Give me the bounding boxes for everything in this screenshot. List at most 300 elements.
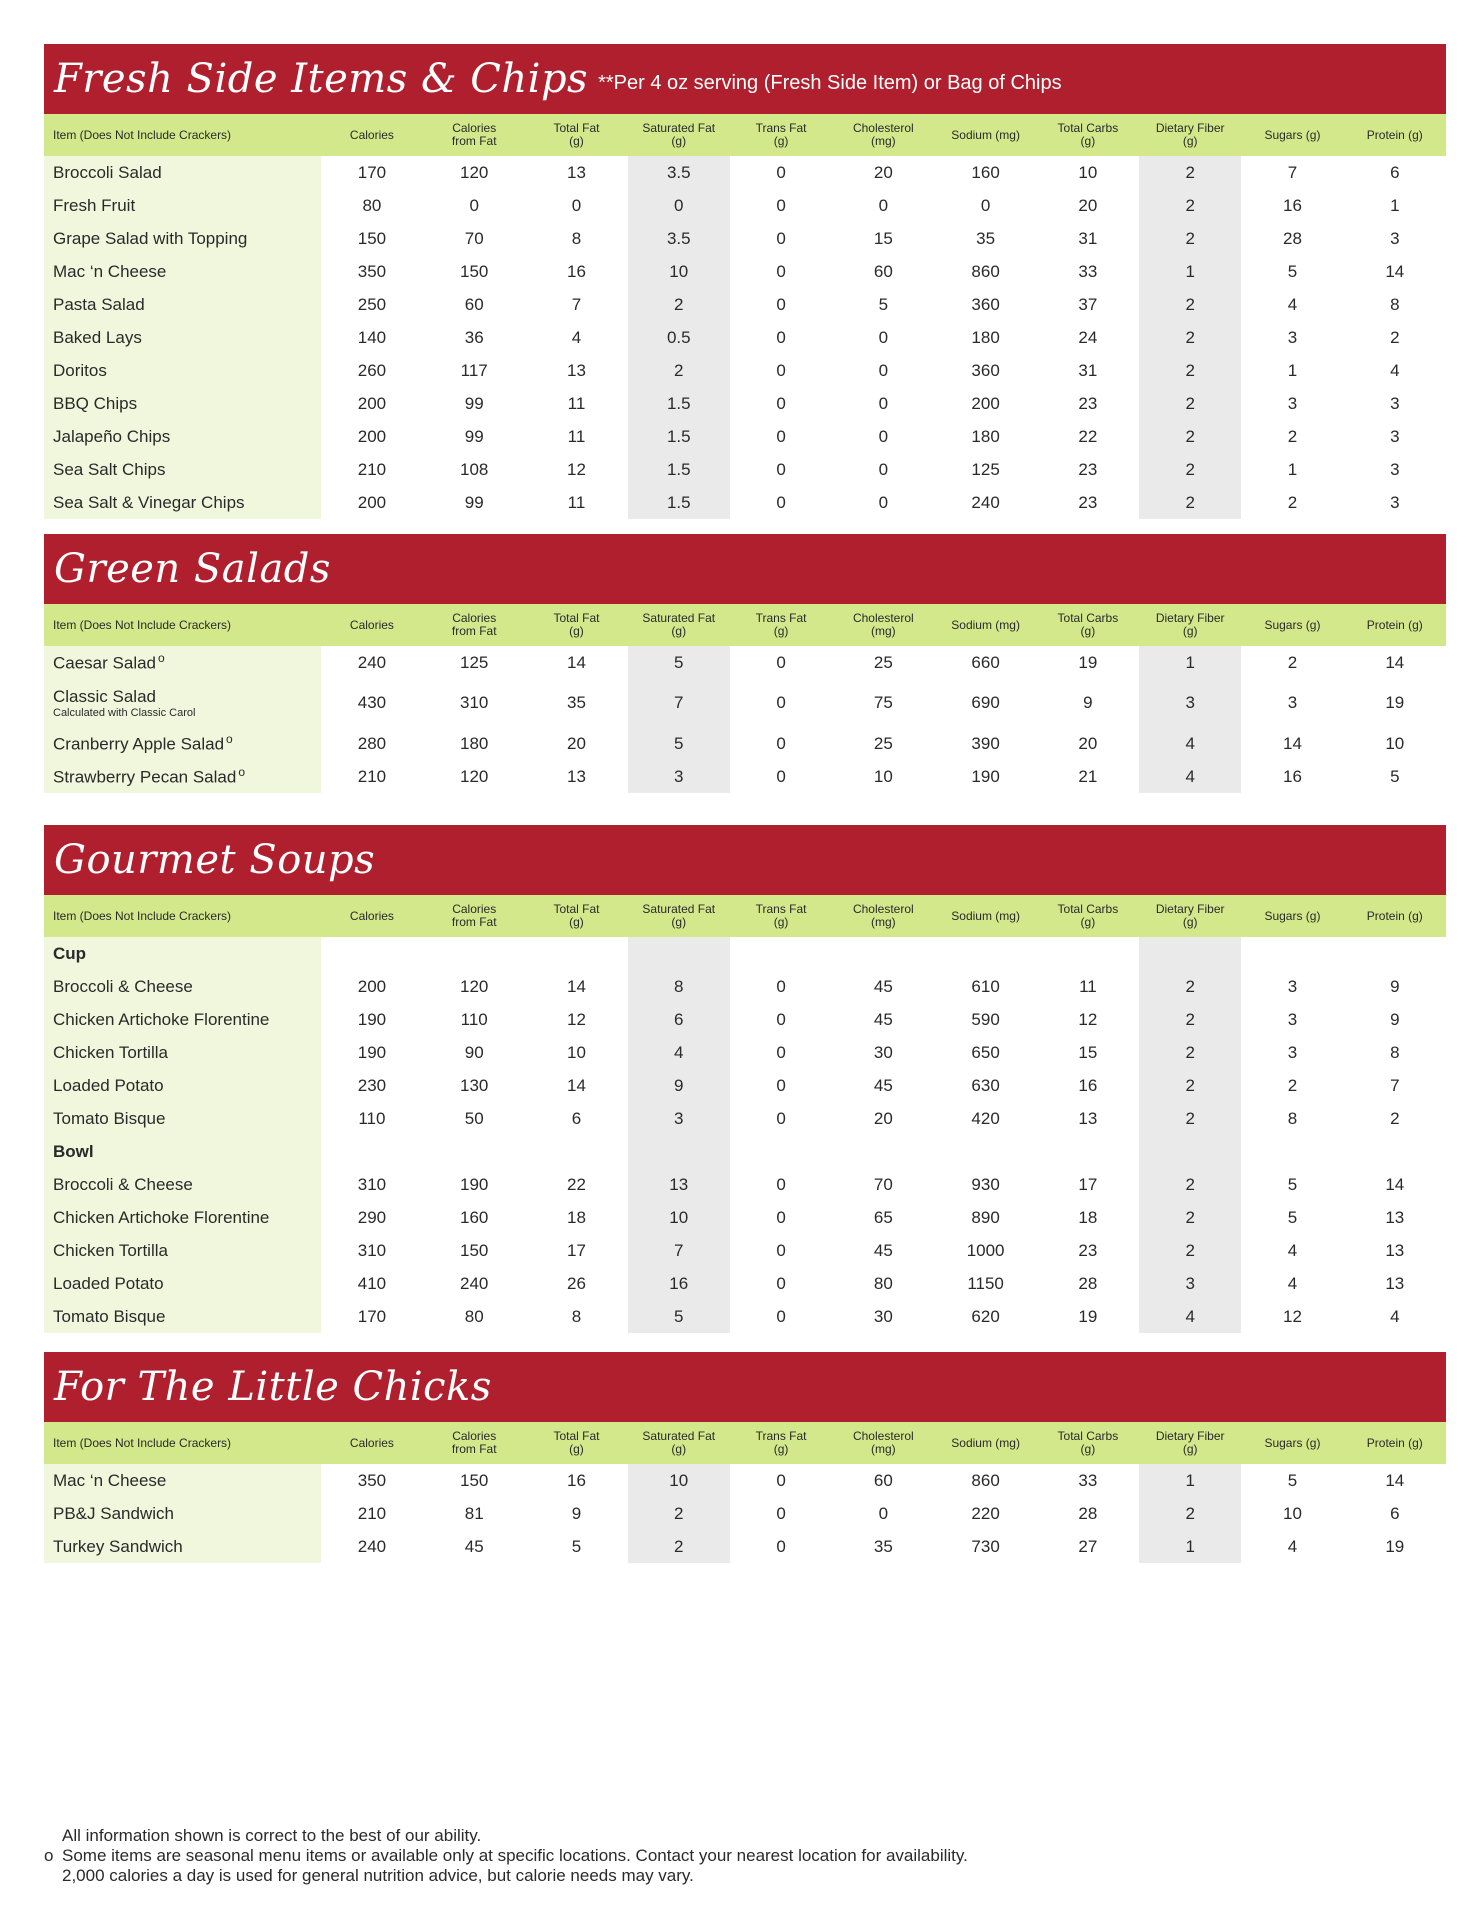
- empty-cell: [730, 937, 832, 970]
- value-sodium: 730: [971, 1536, 1000, 1556]
- item-name-text: Mac ‘n Cheese: [53, 261, 167, 281]
- value-dietary-fiber: 2: [1139, 288, 1241, 321]
- column-header-text: Total Fat: [553, 611, 600, 625]
- item-name: [44, 387, 321, 420]
- column-header-total-fat: [525, 1422, 627, 1464]
- value-total-fat: 14: [567, 1075, 586, 1095]
- value-trans-fat: 0: [776, 1536, 786, 1556]
- value-total-carbs: 28: [1078, 1503, 1098, 1523]
- value-total-carbs: 11: [1079, 976, 1097, 996]
- column-header-saturated-fat: [628, 114, 730, 156]
- item-name-text: Caesar Salad: [53, 653, 157, 673]
- value-saturated-fat: 10: [628, 255, 730, 288]
- section-little-chicks: [44, 1352, 1446, 1563]
- column-header-calories: [321, 895, 423, 937]
- header-row: [44, 114, 1446, 156]
- value-calories-from-fat: 60: [464, 294, 484, 314]
- empty-cell: [423, 937, 525, 970]
- empty-cell: [1139, 1135, 1241, 1168]
- value-protein: 1: [1390, 195, 1400, 215]
- table-row: [44, 222, 1446, 255]
- value-calories: 190: [357, 1042, 387, 1062]
- value-sugars: 4: [1287, 1536, 1298, 1556]
- value-total-fat: 14: [567, 976, 586, 996]
- table-row: [44, 727, 1446, 760]
- value-dietary-fiber: 2: [1139, 321, 1241, 354]
- value-sodium: 220: [971, 1503, 1000, 1523]
- column-header-text: Sugars (g): [1264, 617, 1321, 632]
- value-dietary-fiber: 1: [1139, 1530, 1241, 1563]
- value-calories-from-fat: 150: [460, 1240, 489, 1260]
- value-protein: 3: [1390, 426, 1400, 446]
- value-sugars: 7: [1287, 162, 1298, 182]
- footer-notes: [44, 1826, 1404, 1886]
- column-header-text: Dietary Fiber: [1155, 121, 1225, 135]
- column-header-calories: [321, 1422, 423, 1464]
- empty-cell: [730, 1135, 832, 1168]
- column-header-text: Saturated Fat: [642, 902, 716, 916]
- column-header-text: from Fat: [451, 624, 497, 638]
- value-calories: 280: [357, 733, 387, 753]
- group-row: [44, 937, 1446, 970]
- value-trans-fat: 0: [776, 1503, 786, 1523]
- column-header-total-carbs: [1037, 114, 1139, 156]
- section-banner: [44, 534, 1446, 604]
- value-trans-fat: 0: [776, 1174, 786, 1194]
- column-header-sodium: [934, 1422, 1036, 1464]
- table-row: [44, 1069, 1446, 1102]
- value-calories: 110: [358, 1108, 386, 1128]
- column-header-text: Total Fat: [553, 902, 600, 916]
- column-header-sugars: [1241, 1422, 1343, 1464]
- column-header-protein: [1344, 1422, 1446, 1464]
- value-calories-from-fat: 120: [460, 976, 489, 996]
- value-cholesterol: 45: [873, 1240, 893, 1260]
- value-trans-fat: 0: [776, 733, 786, 753]
- column-header-text: Calories: [349, 127, 394, 142]
- table-row: [44, 453, 1446, 486]
- value-trans-fat: 0: [776, 976, 786, 996]
- column-header-text: (g): [1080, 915, 1096, 929]
- value-saturated-fat: 3.5: [628, 156, 730, 189]
- value-sodium: 420: [971, 1108, 1000, 1128]
- value-dietary-fiber: 2: [1139, 1234, 1241, 1267]
- value-protein: 19: [1385, 1536, 1405, 1556]
- value-total-fat: 11: [567, 393, 586, 413]
- value-sodium: 660: [971, 652, 1000, 672]
- column-header-total-carbs: [1037, 1422, 1139, 1464]
- value-calories-from-fat: 90: [464, 1042, 484, 1062]
- column-header-text: Saturated Fat: [642, 121, 716, 135]
- value-protein: 2: [1390, 1108, 1400, 1128]
- column-header-dietary-fiber: [1139, 1422, 1241, 1464]
- section-green-salads: [44, 534, 1446, 793]
- value-calories: 290: [357, 1207, 387, 1227]
- value-calories-from-fat: 80: [464, 1306, 484, 1326]
- item-name-text: Chicken Tortilla: [53, 1240, 168, 1260]
- column-header-text: Item (Does Not Include Crackers): [53, 1435, 232, 1450]
- value-calories: 250: [357, 294, 387, 314]
- column-header-saturated-fat: [628, 604, 730, 646]
- value-sodium: 190: [971, 766, 1000, 786]
- value-total-fat: 16: [567, 1470, 586, 1490]
- table-row: [44, 1464, 1446, 1497]
- value-total-carbs: 23: [1078, 492, 1098, 512]
- empty-cell: [1344, 937, 1446, 970]
- value-protein: 3: [1390, 459, 1400, 479]
- value-calories: 150: [357, 228, 387, 248]
- table-row: [44, 1530, 1446, 1563]
- value-sugars: 3: [1287, 327, 1298, 347]
- value-cholesterol: 60: [873, 1470, 893, 1490]
- value-sugars: 14: [1282, 733, 1302, 753]
- value-total-carbs: 19: [1078, 652, 1098, 672]
- item-name-text: Turkey Sandwich: [53, 1536, 183, 1556]
- section-banner: [44, 825, 1446, 895]
- value-trans-fat: 0: [776, 492, 786, 512]
- value-total-carbs: 23: [1078, 1240, 1098, 1260]
- column-header-text: Protein (g): [1366, 1435, 1423, 1450]
- value-sugars: 3: [1287, 693, 1298, 712]
- value-sodium: 160: [971, 162, 1000, 182]
- value-saturated-fat: 10: [628, 1464, 730, 1497]
- value-calories-from-fat: 160: [460, 1207, 489, 1227]
- value-saturated-fat: 3: [628, 1102, 730, 1135]
- value-protein: 6: [1390, 162, 1400, 182]
- table-row: [44, 970, 1446, 1003]
- item-name-text: Strawberry Pecan Salad: [53, 767, 237, 787]
- empty-cell: [1139, 937, 1241, 970]
- table-row: [44, 1300, 1446, 1333]
- value-total-fat: 13: [567, 162, 586, 182]
- column-header-cholesterol: [832, 604, 934, 646]
- value-calories-from-fat: 50: [464, 1108, 484, 1128]
- value-calories: 430: [357, 693, 387, 712]
- value-total-fat: 11: [567, 426, 586, 446]
- column-header-text: (g): [773, 134, 789, 148]
- value-dietary-fiber: 2: [1139, 1168, 1241, 1201]
- value-dietary-fiber: 2: [1139, 486, 1241, 519]
- value-trans-fat: 0: [776, 1470, 786, 1490]
- value-sodium: 200: [971, 393, 1000, 413]
- value-trans-fat: 0: [776, 327, 786, 347]
- value-protein: 19: [1385, 693, 1405, 712]
- column-header-text: Total Carbs: [1057, 902, 1119, 916]
- value-cholesterol: 25: [873, 652, 893, 672]
- value-saturated-fat: 5: [628, 1300, 730, 1333]
- column-header-item: [44, 604, 321, 646]
- empty-cell: [1037, 937, 1139, 970]
- column-header-trans-fat: [730, 114, 832, 156]
- item-name: [44, 679, 321, 727]
- value-dietary-fiber: 2: [1139, 189, 1241, 222]
- value-total-fat: 13: [567, 766, 586, 786]
- footer-line-2: o Some items are seasonal menu items or available only at specific locations. Contact your nearest location for availability.: [44, 1846, 968, 1865]
- value-sugars: 5: [1287, 1470, 1298, 1490]
- column-header-text: Calories: [452, 1429, 497, 1443]
- value-trans-fat: 0: [776, 393, 786, 413]
- value-trans-fat: 0: [776, 459, 786, 479]
- value-total-carbs: 19: [1078, 1306, 1098, 1326]
- value-protein: 6: [1390, 1503, 1400, 1523]
- item-name: [44, 222, 321, 255]
- item-name-text: Loaded Potato: [53, 1075, 164, 1095]
- value-trans-fat: 0: [776, 1108, 786, 1128]
- item-name-text: Broccoli & Cheese: [53, 976, 193, 996]
- item-name-text: Jalapeño Chips: [53, 426, 171, 446]
- value-calories: 240: [357, 1536, 387, 1556]
- value-total-fat: 8: [571, 228, 582, 248]
- item-name-text: Grape Salad with Topping: [53, 228, 248, 248]
- column-header-sugars: [1241, 895, 1343, 937]
- value-cholesterol: 25: [873, 733, 893, 753]
- value-total-carbs: 28: [1078, 1273, 1098, 1293]
- value-trans-fat: 0: [776, 1075, 786, 1095]
- value-dietary-fiber: 2: [1139, 156, 1241, 189]
- value-calories-from-fat: 108: [460, 459, 489, 479]
- group-label: [44, 1135, 321, 1168]
- empty-cell: [1241, 1135, 1343, 1168]
- value-sodium: 590: [971, 1009, 1000, 1029]
- value-cholesterol: 65: [873, 1207, 893, 1227]
- value-total-carbs: 20: [1078, 733, 1098, 753]
- value-calories-from-fat: 150: [460, 1470, 489, 1490]
- value-total-fat: 11: [567, 492, 586, 512]
- value-sugars: 3: [1287, 976, 1298, 996]
- column-header-text: Sugars (g): [1264, 127, 1321, 142]
- item-name: [44, 1464, 321, 1497]
- value-trans-fat: 0: [776, 294, 786, 314]
- value-calories: 80: [362, 195, 382, 215]
- column-header-text: Dietary Fiber: [1155, 1429, 1225, 1443]
- value-calories: 350: [357, 261, 387, 281]
- item-name: [44, 1168, 321, 1201]
- table-row: [44, 760, 1446, 793]
- value-sugars: 5: [1287, 261, 1298, 281]
- column-header-trans-fat: [730, 895, 832, 937]
- column-header-total-fat: [525, 895, 627, 937]
- empty-cell: [628, 1135, 730, 1168]
- value-cholesterol: 0: [878, 426, 889, 446]
- value-sodium: 890: [971, 1207, 1000, 1227]
- value-cholesterol: 0: [878, 360, 889, 380]
- value-calories: 170: [357, 1306, 387, 1326]
- value-saturated-fat: 6: [628, 1003, 730, 1036]
- value-calories-from-fat: 180: [460, 733, 489, 753]
- value-saturated-fat: 1.5: [628, 453, 730, 486]
- value-total-fat: 5: [571, 1536, 582, 1556]
- column-header-text: Sodium (mg): [951, 1435, 1020, 1450]
- value-total-fat: 18: [567, 1207, 586, 1227]
- item-name-text: Doritos: [53, 360, 107, 380]
- item-name-text: Sea Salt & Vinegar Chips: [53, 492, 245, 512]
- value-trans-fat: 0: [776, 360, 786, 380]
- seasonal-marker: o: [158, 651, 165, 666]
- empty-cell: [1344, 1135, 1446, 1168]
- footer-line-1: All information shown is correct to the best of our ability.: [62, 1826, 482, 1845]
- column-header-text: Calories: [349, 617, 394, 632]
- value-protein: 14: [1385, 1174, 1405, 1194]
- value-sugars: 1: [1287, 459, 1298, 479]
- value-cholesterol: 60: [873, 261, 893, 281]
- value-trans-fat: 0: [776, 426, 786, 446]
- column-header-text: Total Carbs: [1057, 611, 1119, 625]
- column-header-cholesterol: [832, 114, 934, 156]
- value-sodium: 360: [971, 294, 1000, 314]
- value-total-carbs: 24: [1078, 327, 1098, 347]
- item-name-text: Tomato Bisque: [53, 1108, 166, 1128]
- empty-cell: [321, 937, 423, 970]
- item-name-text: Pasta Salad: [53, 294, 145, 314]
- value-dietary-fiber: 2: [1139, 453, 1241, 486]
- value-protein: 13: [1385, 1207, 1405, 1227]
- item-name: [44, 1530, 321, 1563]
- value-total-carbs: 23: [1078, 459, 1098, 479]
- item-subtitle: Calculated with Classic Carol: [53, 707, 196, 719]
- value-cholesterol: 0: [878, 492, 889, 512]
- value-trans-fat: 0: [776, 1306, 786, 1326]
- column-header-text: (g): [569, 624, 584, 638]
- value-calories-from-fat: 45: [464, 1536, 484, 1556]
- section-title: Gourmet Soups: [54, 837, 376, 883]
- value-trans-fat: 0: [776, 1009, 786, 1029]
- item-name: [44, 453, 321, 486]
- column-header-text: Saturated Fat: [642, 1429, 716, 1443]
- value-sodium: 240: [971, 492, 1000, 512]
- value-sodium: 860: [971, 261, 1000, 281]
- section-title: For The Little Chicks: [54, 1364, 492, 1410]
- value-dietary-fiber: 4: [1139, 1300, 1241, 1333]
- column-header-text: (g): [1182, 624, 1198, 638]
- column-header-saturated-fat: [628, 895, 730, 937]
- item-name: [44, 354, 321, 387]
- column-header-text: Item (Does Not Include Crackers): [53, 908, 232, 923]
- value-trans-fat: 0: [776, 1207, 786, 1227]
- value-calories: 170: [357, 162, 387, 182]
- header-row: [44, 895, 1446, 937]
- column-header-trans-fat: [730, 604, 832, 646]
- value-cholesterol: 70: [873, 1174, 893, 1194]
- value-calories: 210: [357, 459, 387, 479]
- value-trans-fat: 0: [776, 1240, 786, 1260]
- column-header-text: (g): [1182, 134, 1198, 148]
- column-header-text: Item (Does Not Include Crackers): [53, 127, 232, 142]
- value-calories: 140: [357, 327, 387, 347]
- value-saturated-fat: 3.5: [628, 222, 730, 255]
- value-total-carbs: 17: [1078, 1174, 1098, 1194]
- value-total-fat: 0: [571, 195, 582, 215]
- value-total-fat: 6: [571, 1108, 582, 1128]
- item-name: [44, 255, 321, 288]
- item-name: [44, 189, 321, 222]
- value-dietary-fiber: 2: [1139, 1497, 1241, 1530]
- value-dietary-fiber: 2: [1139, 354, 1241, 387]
- value-dietary-fiber: 1: [1139, 646, 1241, 679]
- value-calories: 310: [357, 1174, 387, 1194]
- value-sodium: 930: [971, 1174, 1000, 1194]
- serving-note: **Per 4 oz serving (Fresh Side Item) or Bag of Chips: [598, 71, 1062, 94]
- item-name-text: Chicken Artichoke Florentine: [53, 1207, 270, 1227]
- value-calories-from-fat: 117: [460, 360, 488, 380]
- table-row: [44, 1201, 1446, 1234]
- value-calories-from-fat: 190: [460, 1174, 489, 1194]
- value-total-carbs: 27: [1078, 1536, 1098, 1556]
- value-total-carbs: 23: [1078, 393, 1098, 413]
- value-total-fat: 22: [567, 1174, 586, 1194]
- item-name-text: BBQ Chips: [53, 393, 138, 413]
- value-calories-from-fat: 240: [460, 1273, 489, 1293]
- value-cholesterol: 45: [873, 976, 893, 996]
- value-total-carbs: 31: [1078, 360, 1098, 380]
- value-total-carbs: 18: [1078, 1207, 1098, 1227]
- value-saturated-fat: 2: [628, 1497, 730, 1530]
- section-banner: [44, 44, 1446, 114]
- column-header-text: Dietary Fiber: [1155, 902, 1225, 916]
- item-name: [44, 1201, 321, 1234]
- table-row: [44, 1267, 1446, 1300]
- value-saturated-fat: 2: [628, 288, 730, 321]
- column-header-text: Protein (g): [1366, 908, 1423, 923]
- value-total-fat: 9: [571, 1503, 582, 1523]
- value-saturated-fat: 1.5: [628, 387, 730, 420]
- value-sodium: 125: [971, 459, 1000, 479]
- column-header-text: (g): [773, 1442, 789, 1456]
- item-name-text: Baked Lays: [53, 327, 142, 347]
- item-name-text: Broccoli & Cheese: [53, 1174, 193, 1194]
- value-saturated-fat: 3: [628, 760, 730, 793]
- value-sugars: 4: [1287, 294, 1298, 314]
- value-total-carbs: 13: [1078, 1108, 1098, 1128]
- empty-cell: [832, 937, 934, 970]
- value-cholesterol: 0: [878, 195, 889, 215]
- value-saturated-fat: 0: [628, 189, 730, 222]
- item-name-text: Mac ‘n Cheese: [53, 1470, 167, 1490]
- column-header-text: (mg): [870, 624, 896, 638]
- column-header-text: (g): [1080, 1442, 1096, 1456]
- value-trans-fat: 0: [776, 1042, 786, 1062]
- item-name: [44, 288, 321, 321]
- column-header-text: (g): [1182, 915, 1198, 929]
- value-dietary-fiber: 4: [1139, 760, 1241, 793]
- value-cholesterol: 45: [873, 1075, 893, 1095]
- value-cholesterol: 80: [873, 1273, 893, 1293]
- value-cholesterol: 45: [873, 1009, 893, 1029]
- column-header-text: (mg): [870, 915, 896, 929]
- column-header-item: [44, 114, 321, 156]
- item-name-text: Loaded Potato: [53, 1273, 164, 1293]
- column-header-text: Calories: [452, 121, 497, 135]
- value-protein: 9: [1390, 1009, 1400, 1029]
- column-header-dietary-fiber: [1139, 895, 1241, 937]
- column-header-calories-from-fat: [423, 895, 525, 937]
- value-dietary-fiber: 2: [1139, 1003, 1241, 1036]
- item-name-text: Sea Salt Chips: [53, 459, 166, 479]
- column-header-text: Sodium (mg): [951, 617, 1020, 632]
- column-header-cholesterol: [832, 1422, 934, 1464]
- column-header-cholesterol: [832, 895, 934, 937]
- value-saturated-fat: 1.5: [628, 420, 730, 453]
- value-total-fat: 26: [567, 1273, 586, 1293]
- value-trans-fat: 0: [776, 228, 786, 248]
- value-protein: 5: [1390, 766, 1400, 786]
- group-label-text: Cup: [53, 943, 87, 963]
- empty-cell: [934, 1135, 1036, 1168]
- value-dietary-fiber: 2: [1139, 1102, 1241, 1135]
- group-row: [44, 1135, 1446, 1168]
- column-header-text: Sugars (g): [1264, 1435, 1321, 1450]
- value-cholesterol: 30: [873, 1306, 893, 1326]
- column-header-text: (g): [671, 915, 687, 929]
